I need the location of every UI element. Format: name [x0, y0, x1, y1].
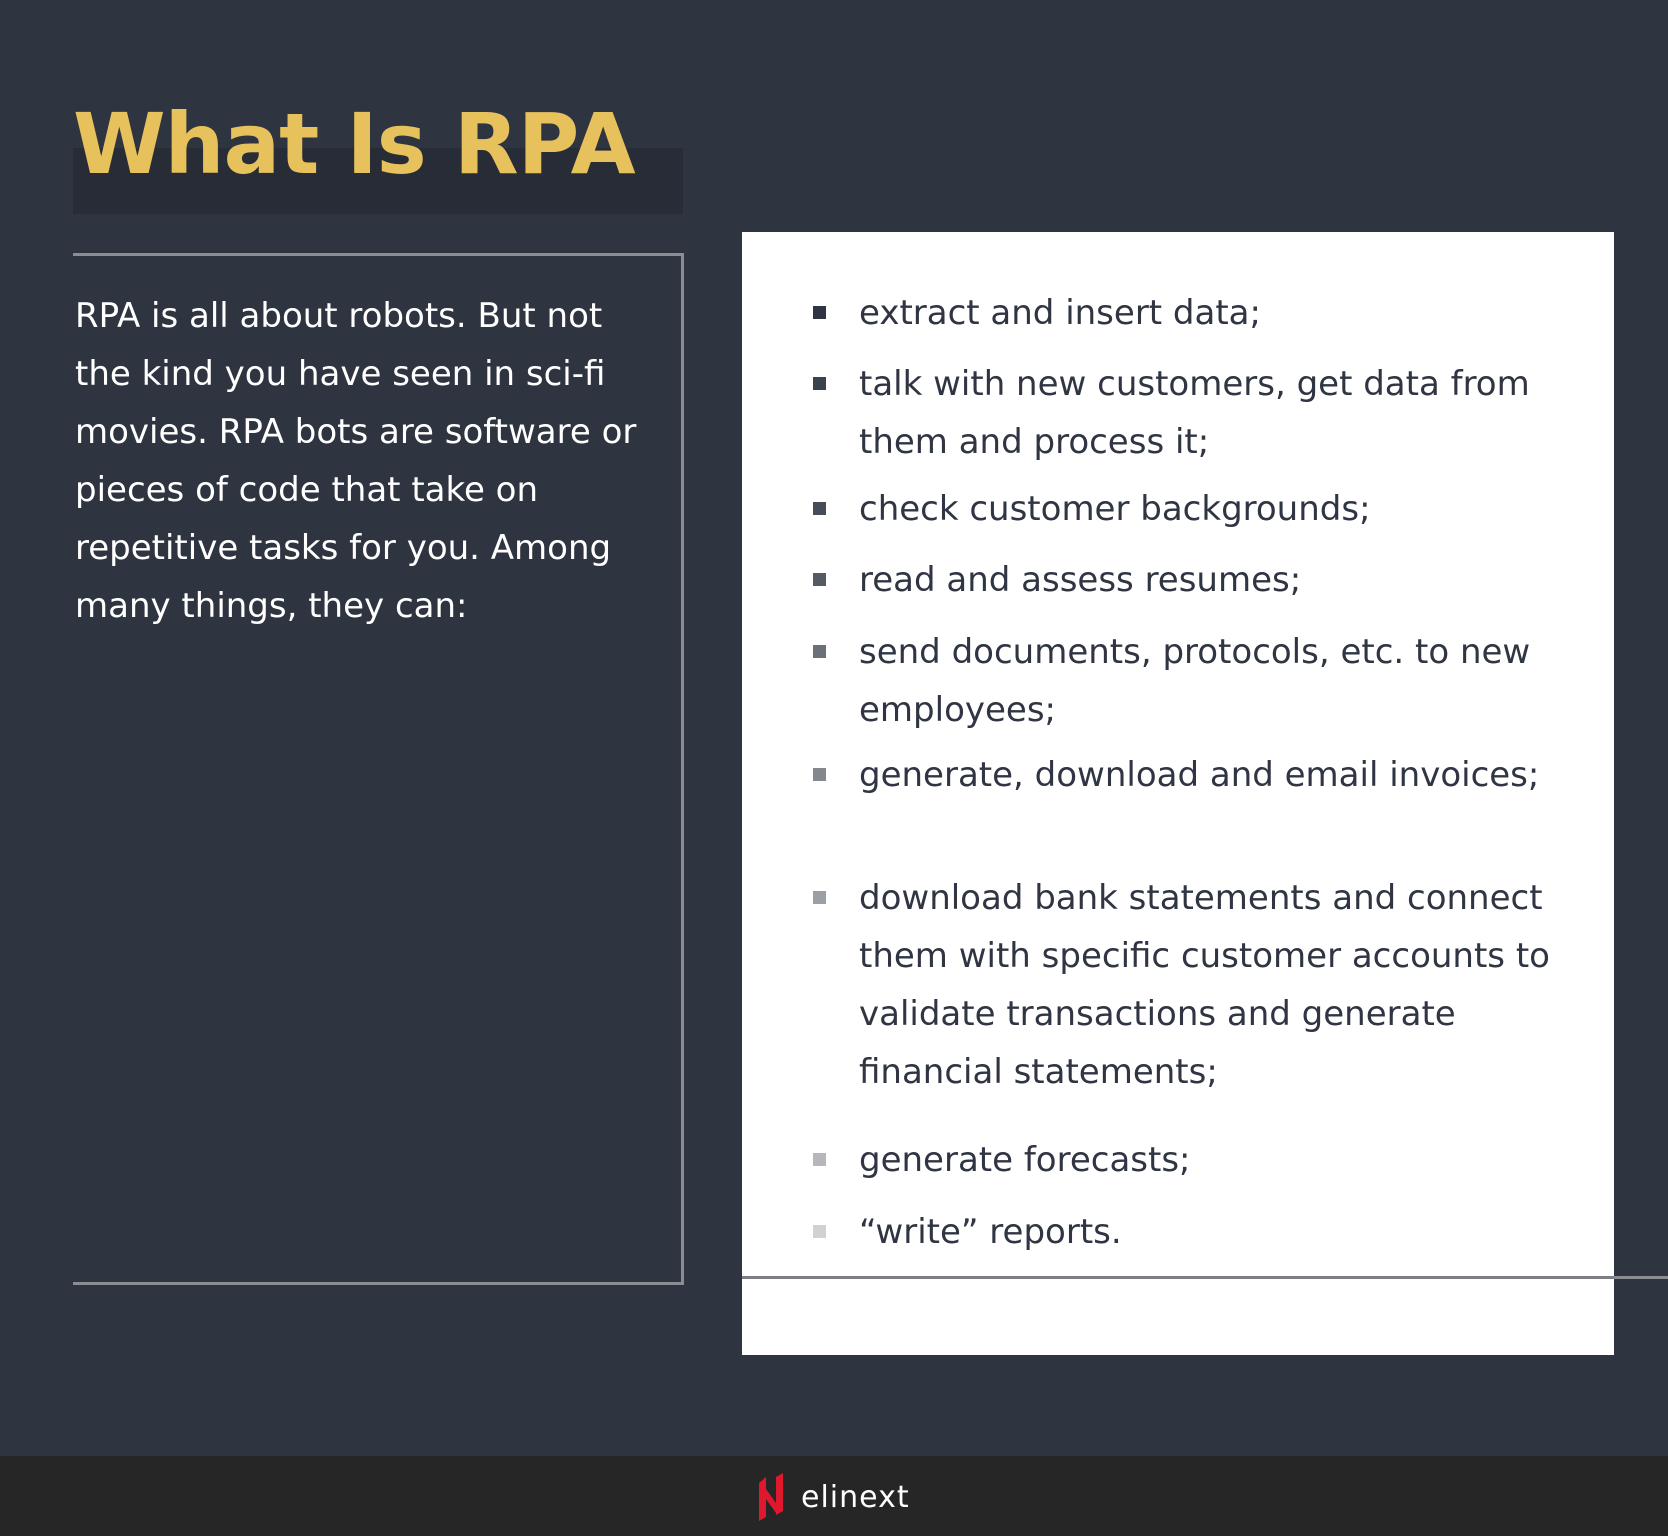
- brand-logo[interactable]: [757, 1473, 910, 1521]
- square-bullet-icon: [813, 502, 826, 515]
- list-item-text: “write” reports.: [859, 1212, 1122, 1252]
- list-item-text: generate, download and email invoices;: [859, 755, 1540, 795]
- square-bullet-icon: [813, 1153, 826, 1166]
- square-bullet-icon: [813, 377, 826, 390]
- intro-paragraph: RPA is all about robots. But not the kind you have seen in sci-fi movies. RPA bots are software or pieces of code that take on repetitive tasks for you. Among many things, they can:: [75, 296, 637, 626]
- list-item-text: read and assess resumes;: [859, 560, 1302, 600]
- list-item-text: send documents, protocols, etc. to new employees;: [859, 632, 1531, 730]
- list-item-text: talk with new customers, get data from them and process it;: [859, 364, 1530, 462]
- task-list-card: [742, 232, 1614, 1355]
- elinext-mark-icon: [757, 1473, 785, 1521]
- square-bullet-icon: [813, 306, 826, 319]
- square-bullet-icon: [813, 891, 826, 904]
- square-bullet-icon: [813, 573, 826, 586]
- frame-line-over-card: [742, 1276, 1614, 1279]
- list-item-text: extract and insert data;: [859, 293, 1261, 333]
- square-bullet-icon: [813, 1225, 826, 1238]
- square-bullet-icon: [813, 645, 826, 658]
- brand-name: elinext: [801, 1479, 910, 1515]
- square-bullet-icon: [813, 768, 826, 781]
- list-item-text: check customer backgrounds;: [859, 489, 1371, 529]
- page-title: What Is RPA: [73, 95, 635, 193]
- list-item-text: generate forecasts;: [859, 1140, 1191, 1180]
- list-item-text: download bank statements and connect them with specific customer accounts to validate transactions and generate financial statements;: [859, 878, 1550, 1092]
- frame-line-tail: [1614, 1276, 1668, 1279]
